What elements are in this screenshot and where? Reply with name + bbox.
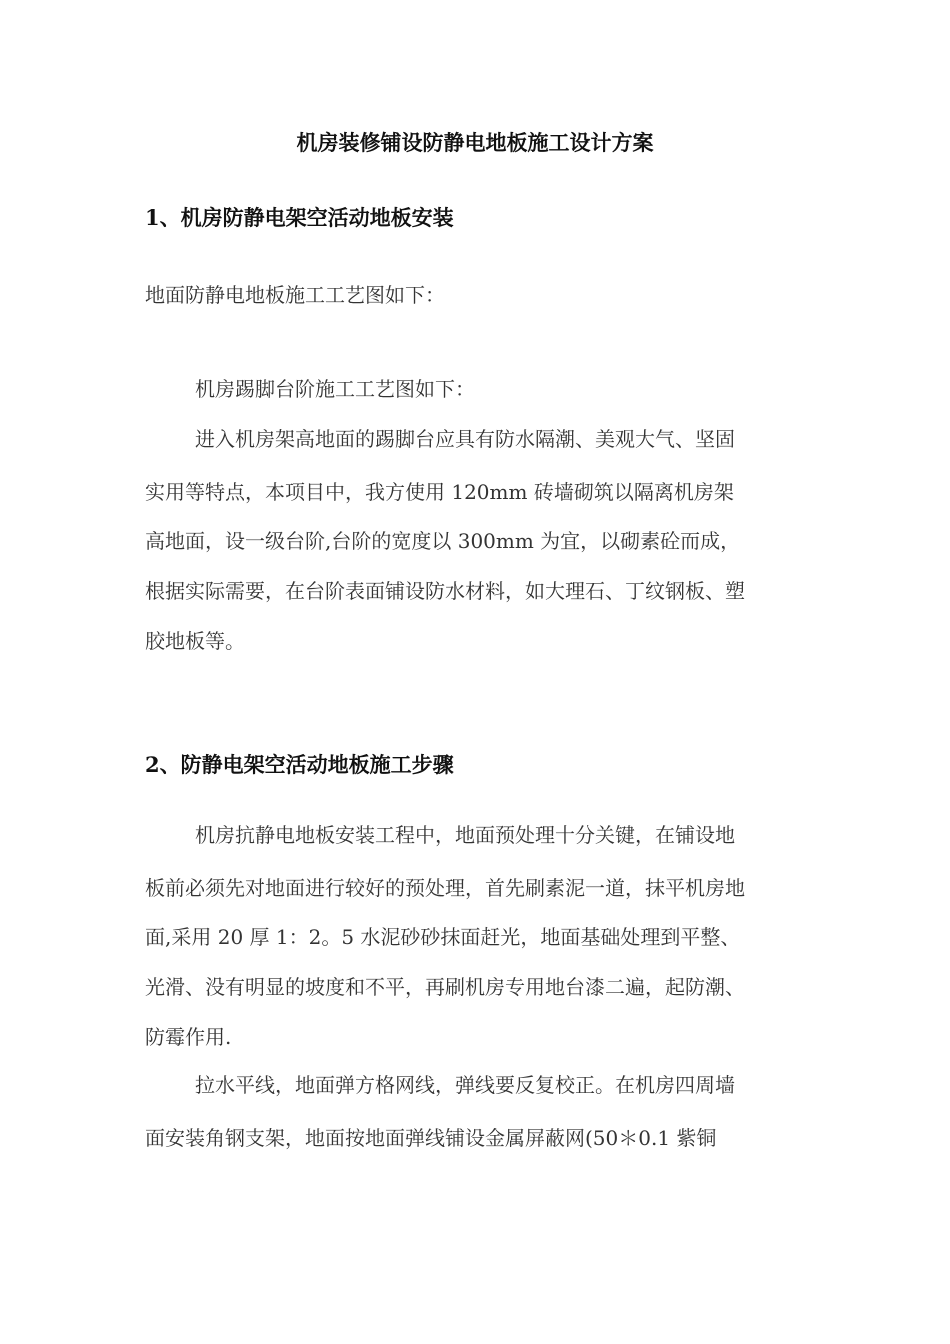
paragraph-line: 防霉作用. bbox=[145, 1025, 232, 1049]
paragraph-line: 胶地板等。 bbox=[145, 629, 245, 653]
step-diagram-caption: 机房踢脚台阶施工工艺图如下： bbox=[195, 377, 475, 401]
section-1-heading: 1、机房防静电架空活动地板安装 bbox=[145, 205, 454, 230]
paragraph-line: 高地面，设一级台阶,台阶的宽度以 300mm 为宜，以砌素砼而成， bbox=[145, 529, 741, 553]
paragraph-line: 板前必须先对地面进行较好的预处理，首先刷素泥一道，抹平机房地 bbox=[145, 876, 745, 900]
paragraph-line: 光滑、没有明显的坡度和不平，再刷机房专用地台漆二遍，起防潮、 bbox=[145, 975, 745, 999]
floor-diagram-caption: 地面防静电地板施工工艺图如下： bbox=[145, 283, 445, 307]
paragraph-line: 实用等特点，本项目中，我方使用 120mm 砖墙砌筑以隔离机房架 bbox=[145, 480, 734, 504]
paragraph-line: 面,采用 20 厚 1：2。5 水泥砂砂抹面赶光，地面基础处理到平整、 bbox=[145, 925, 741, 949]
paragraph-line: 拉水平线，地面弹方格网线，弹线要反复校正。在机房四周墙 bbox=[195, 1073, 735, 1097]
section-2-heading: 2、防静电架空活动地板施工步骤 bbox=[145, 752, 454, 777]
document-title: 机房装修铺设防静电地板施工设计方案 bbox=[296, 130, 654, 155]
paragraph-line: 进入机房架高地面的踢脚台应具有防水隔潮、美观大气、坚固 bbox=[195, 427, 735, 451]
paragraph-line: 面安装角钢支架，地面按地面弹线铺设金属屏蔽网(50＊0.1 紫铜 bbox=[145, 1126, 717, 1150]
paragraph-line: 根据实际需要，在台阶表面铺设防水材料，如大理石、丁纹钢板、塑 bbox=[145, 579, 745, 603]
paragraph-line: 机房抗静电地板安装工程中，地面预处理十分关键，在铺设地 bbox=[195, 823, 735, 847]
